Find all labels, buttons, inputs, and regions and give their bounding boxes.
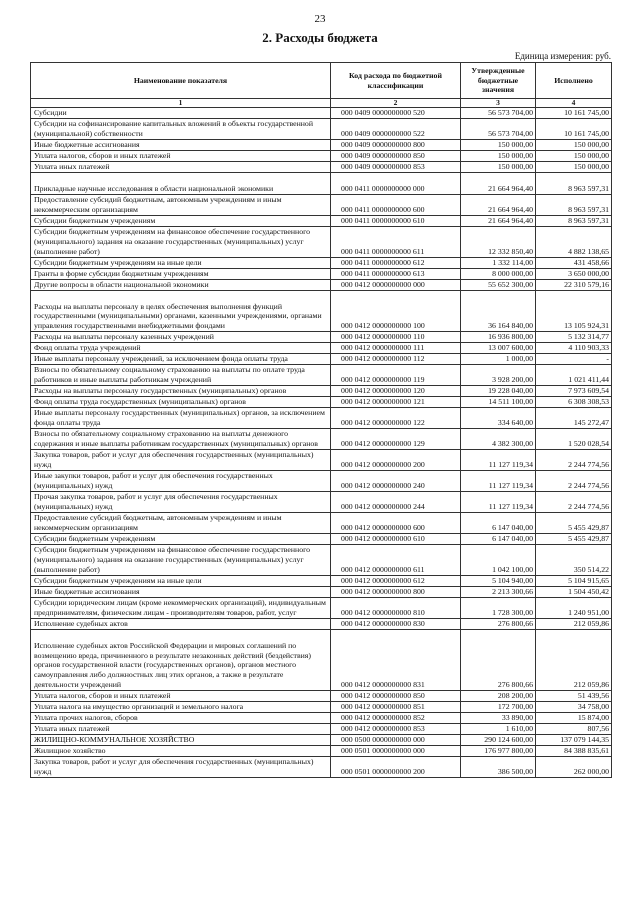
row-name: Субсидии на софинансирование капитальных вложений в объекты государственной (муниципальной) собственности — [31, 118, 331, 139]
row-approved-value: 334 640,00 — [461, 408, 536, 429]
row-code: 000 0412 0000000000 244 — [331, 491, 461, 512]
row-code: 000 0412 0000000000 119 — [331, 365, 461, 386]
table-row — [31, 450, 612, 471]
table-row — [31, 586, 612, 597]
row-name: Другие вопросы в области национальной экономики — [31, 279, 331, 290]
row-approved-value: 150 000,00 — [461, 139, 536, 150]
row-executed-value: 137 079 144,35 — [536, 735, 612, 746]
row-name: Субсидии бюджетным учреждениям на иные цели — [31, 575, 331, 586]
row-code: 000 0412 0000000000 851 — [331, 702, 461, 713]
row-approved-value: 16 936 800,00 — [461, 332, 536, 343]
row-executed-value: 212 059,86 — [536, 629, 612, 691]
row-code: 000 0412 0000000000 000 — [331, 279, 461, 290]
row-approved-value: 208 200,00 — [461, 691, 536, 702]
table-row — [31, 597, 612, 618]
row-approved-value: 21 664 964,40 — [461, 172, 536, 194]
table-row — [31, 386, 612, 397]
table-row — [31, 150, 612, 161]
row-approved-value: 56 573 704,00 — [461, 118, 536, 139]
row-executed-value: 8 963 597,31 — [536, 172, 612, 194]
row-name: Фонд оплаты труда учреждений — [31, 343, 331, 354]
row-executed-value: 5 455 429,87 — [536, 533, 612, 544]
row-executed-value: 10 161 745,00 — [536, 108, 612, 119]
row-executed-value: - — [536, 354, 612, 365]
table-row — [31, 215, 612, 226]
row-name: Уплата налогов, сборов и иных платежей — [31, 691, 331, 702]
table-row — [31, 397, 612, 408]
row-code: 000 0411 0000000000 000 — [331, 172, 461, 194]
row-code: 000 0412 0000000000 830 — [331, 618, 461, 629]
row-approved-value: 386 500,00 — [461, 757, 536, 778]
row-approved-value: 19 228 040,00 — [461, 386, 536, 397]
table-row — [31, 491, 612, 512]
row-code: 000 0412 0000000000 610 — [331, 533, 461, 544]
row-approved-value: 4 382 300,00 — [461, 429, 536, 450]
units-label: Единица измерения: руб. — [514, 51, 611, 61]
row-name: Прочая закупка товаров, работ и услуг для обеспечения государственных (муниципальных) нужд — [31, 491, 331, 512]
row-name: Жилищное хозяйство — [31, 746, 331, 757]
row-name: Взносы по обязательному социальному страхованию на выплаты по оплате труда работников и иные выплаты работникам учреждений — [31, 365, 331, 386]
row-name: Закупка товаров, работ и услуг для обеспечения государственных (муниципальных) нужд — [31, 450, 331, 471]
row-approved-value: 5 104 940,00 — [461, 575, 536, 586]
table-row — [31, 365, 612, 386]
row-executed-value: 145 272,47 — [536, 408, 612, 429]
row-code: 000 0412 0000000000 111 — [331, 343, 461, 354]
row-name: Прикладные научные исследования в области национальной экономики — [31, 172, 331, 194]
table-row — [31, 512, 612, 533]
row-code: 000 0411 0000000000 612 — [331, 257, 461, 268]
row-approved-value: 290 124 600,00 — [461, 735, 536, 746]
table-row — [31, 172, 612, 194]
column-number: 1 — [31, 99, 331, 108]
table-row — [31, 332, 612, 343]
row-approved-value: 11 127 119,34 — [461, 491, 536, 512]
table-row — [31, 618, 612, 629]
row-name: Взносы по обязательному социальному страхованию на выплаты денежного содержания и иные выплаты работникам государственных (муниципальных) органов — [31, 429, 331, 450]
row-name: Иные бюджетные ассигнования — [31, 586, 331, 597]
row-approved-value: 276 800,66 — [461, 618, 536, 629]
row-executed-value: 2 244 774,56 — [536, 450, 612, 471]
row-executed-value: 150 000,00 — [536, 139, 612, 150]
row-name: Иные закупки товаров, работ и услуг для обеспечения государственных (муниципальных) нужд — [31, 471, 331, 492]
table-row — [31, 735, 612, 746]
row-executed-value: 3 650 000,00 — [536, 268, 612, 279]
table-row — [31, 118, 612, 139]
row-code: 000 0409 0000000000 850 — [331, 150, 461, 161]
row-approved-value: 276 800,66 — [461, 629, 536, 691]
section-title: 2. Расходы бюджета — [262, 30, 378, 45]
row-approved-value: 1 042 100,00 — [461, 544, 536, 575]
row-code: 000 0412 0000000000 611 — [331, 544, 461, 575]
header-code: Код расхода по бюджетной классификации — [331, 63, 461, 99]
row-approved-value: 55 652 300,00 — [461, 279, 536, 290]
row-executed-value: 8 963 597,31 — [536, 215, 612, 226]
row-name: ЖИЛИЩНО-КОММУНАЛЬНОЕ ХОЗЯЙСТВО — [31, 735, 331, 746]
row-approved-value: 36 164 840,00 — [461, 290, 536, 332]
row-executed-value: 431 458,66 — [536, 257, 612, 268]
row-approved-value: 56 573 704,00 — [461, 108, 536, 119]
row-name: Иные выплаты персоналу учреждений, за исключением фонда оплаты труда — [31, 354, 331, 365]
table-row — [31, 161, 612, 172]
row-code: 000 0412 0000000000 810 — [331, 597, 461, 618]
row-name: Расходы на выплаты персоналу государственных (муниципальных) органов — [31, 386, 331, 397]
row-name: Иные бюджетные ассигнования — [31, 139, 331, 150]
row-executed-value: 34 758,00 — [536, 702, 612, 713]
table-row — [31, 757, 612, 778]
row-code: 000 0412 0000000000 850 — [331, 691, 461, 702]
row-executed-value: 5 132 314,77 — [536, 332, 612, 343]
row-approved-value: 33 890,00 — [461, 713, 536, 724]
column-number: 3 — [461, 99, 536, 108]
header-approved: Утвержденные бюджетные значения — [461, 63, 536, 99]
row-executed-value: 22 310 579,16 — [536, 279, 612, 290]
row-name: Предоставление субсидий бюджетным, автономным учреждениям и иным некоммерческим организациям — [31, 512, 331, 533]
row-code: 000 0409 0000000000 853 — [331, 161, 461, 172]
table-row — [31, 746, 612, 757]
table-row — [31, 279, 612, 290]
table-row — [31, 139, 612, 150]
row-executed-value: 150 000,00 — [536, 161, 612, 172]
row-approved-value: 13 007 600,00 — [461, 343, 536, 354]
table-row — [31, 257, 612, 268]
row-name: Субсидии бюджетным учреждениям на финансовое обеспечение государственного (муниципального) задания на оказание государственных (муниципальных) услуг (выполнение работ) — [31, 226, 331, 257]
row-executed-value: 350 514,22 — [536, 544, 612, 575]
row-executed-value: 1 504 450,42 — [536, 586, 612, 597]
row-code: 000 0412 0000000000 600 — [331, 512, 461, 533]
row-name: Закупка товаров, работ и услуг для обеспечения государственных (муниципальных) нужд — [31, 757, 331, 778]
row-executed-value: 2 244 774,56 — [536, 491, 612, 512]
table-row — [31, 226, 612, 257]
row-approved-value: 172 700,00 — [461, 702, 536, 713]
table-row — [31, 194, 612, 215]
table-row — [31, 354, 612, 365]
row-code: 000 0412 0000000000 800 — [331, 586, 461, 597]
row-approved-value: 11 127 119,34 — [461, 450, 536, 471]
row-approved-value: 21 664 964,40 — [461, 194, 536, 215]
row-executed-value: 84 388 835,61 — [536, 746, 612, 757]
row-code: 000 0412 0000000000 852 — [331, 713, 461, 724]
row-name: Субсидии бюджетным учреждениям — [31, 215, 331, 226]
row-code: 000 0412 0000000000 129 — [331, 429, 461, 450]
table-row — [31, 713, 612, 724]
row-code: 000 0500 0000000000 000 — [331, 735, 461, 746]
table-body — [31, 108, 612, 778]
row-name: Уплата налога на имущество организаций и земельного налога — [31, 702, 331, 713]
table-row — [31, 268, 612, 279]
table-row — [31, 108, 612, 119]
row-code: 000 0412 0000000000 121 — [331, 397, 461, 408]
row-code: 000 0412 0000000000 112 — [331, 354, 461, 365]
row-approved-value: 176 977 800,00 — [461, 746, 536, 757]
row-code: 000 0409 0000000000 520 — [331, 108, 461, 119]
row-code: 000 0412 0000000000 122 — [331, 408, 461, 429]
row-executed-value: 1 021 411,44 — [536, 365, 612, 386]
row-code: 000 0412 0000000000 612 — [331, 575, 461, 586]
page-number: 23 — [314, 13, 326, 25]
row-name: Уплата прочих налогов, сборов — [31, 713, 331, 724]
row-code: 000 0411 0000000000 611 — [331, 226, 461, 257]
column-number: 4 — [536, 99, 612, 108]
row-name: Уплата иных платежей — [31, 161, 331, 172]
row-approved-value: 6 147 040,00 — [461, 512, 536, 533]
row-name: Уплата иных платежей — [31, 724, 331, 735]
row-approved-value: 1 728 300,00 — [461, 597, 536, 618]
row-name: Исполнение судебных актов — [31, 618, 331, 629]
row-executed-value: 150 000,00 — [536, 150, 612, 161]
row-code: 000 0412 0000000000 110 — [331, 332, 461, 343]
row-code: 000 0412 0000000000 100 — [331, 290, 461, 332]
row-name: Гранты в форме субсидии бюджетным учреждениям — [31, 268, 331, 279]
row-name: Субсидии бюджетным учреждениям на иные цели — [31, 257, 331, 268]
row-name: Субсидии бюджетным учреждениям — [31, 533, 331, 544]
row-name: Субсидии бюджетным учреждениям на финансовое обеспечение государственного (муниципального) задания на оказание государственных (муниципальных) услуг (выполнение работ) — [31, 544, 331, 575]
table-row — [31, 544, 612, 575]
row-approved-value: 21 664 964,40 — [461, 215, 536, 226]
row-approved-value: 1 000,00 — [461, 354, 536, 365]
row-name: Расходы на выплаты персоналу казенных учреждений — [31, 332, 331, 343]
row-code: 000 0501 0000000000 000 — [331, 746, 461, 757]
row-name: Уплата налогов, сборов и иных платежей — [31, 150, 331, 161]
table-row — [31, 691, 612, 702]
row-code: 000 0411 0000000000 613 — [331, 268, 461, 279]
row-executed-value: 1 240 951,00 — [536, 597, 612, 618]
row-code: 000 0412 0000000000 853 — [331, 724, 461, 735]
row-name: Предоставление субсидий бюджетным, автономным учреждениям и иным некоммерческим организациям — [31, 194, 331, 215]
row-approved-value: 150 000,00 — [461, 161, 536, 172]
row-approved-value: 6 147 040,00 — [461, 533, 536, 544]
row-executed-value: 262 000,00 — [536, 757, 612, 778]
row-code: 000 0409 0000000000 800 — [331, 139, 461, 150]
row-name: Расходы на выплаты персоналу в целях обеспечения выполнения функций государственными (муниципальными) органами, казенными учреждениями, органами управления государственными внебюджетными фондами — [31, 290, 331, 332]
table-row — [31, 724, 612, 735]
row-code: 000 0411 0000000000 610 — [331, 215, 461, 226]
row-approved-value: 8 000 000,00 — [461, 268, 536, 279]
table-row — [31, 343, 612, 354]
row-executed-value: 6 308 308,53 — [536, 397, 612, 408]
row-executed-value: 2 244 774,56 — [536, 471, 612, 492]
row-approved-value: 2 213 300,66 — [461, 586, 536, 597]
row-executed-value: 8 963 597,31 — [536, 194, 612, 215]
row-executed-value: 4 110 903,33 — [536, 343, 612, 354]
column-number: 2 — [331, 99, 461, 108]
row-name: Фонд оплаты труда государственных (муниципальных) органов — [31, 397, 331, 408]
row-code: 000 0409 0000000000 522 — [331, 118, 461, 139]
row-code: 000 0412 0000000000 200 — [331, 450, 461, 471]
row-executed-value: 10 161 745,00 — [536, 118, 612, 139]
row-executed-value: 5 455 429,87 — [536, 512, 612, 533]
row-code: 000 0411 0000000000 600 — [331, 194, 461, 215]
row-approved-value: 14 511 100,00 — [461, 397, 536, 408]
row-executed-value: 51 439,56 — [536, 691, 612, 702]
row-approved-value: 3 928 200,00 — [461, 365, 536, 386]
row-executed-value: 5 104 915,65 — [536, 575, 612, 586]
table-row — [31, 290, 612, 332]
table-row — [31, 471, 612, 492]
row-code: 000 0412 0000000000 831 — [331, 629, 461, 691]
row-approved-value: 1 610,00 — [461, 724, 536, 735]
row-executed-value: 212 059,86 — [536, 618, 612, 629]
table-row — [31, 429, 612, 450]
row-approved-value: 11 127 119,34 — [461, 471, 536, 492]
header-executed: Исполнено — [536, 63, 612, 99]
row-code: 000 0412 0000000000 240 — [331, 471, 461, 492]
row-executed-value: 7 973 609,54 — [536, 386, 612, 397]
row-name: Исполнение судебных актов Российской Федерации и мировых соглашений по возмещению вреда, причиненного в результате незаконных действий (бездействия) органов государственной власти (государственных органов), органов местного самоуправления либо должностных лиц этих органов, а также в результате деятельности учреждений — [31, 629, 331, 691]
table-row — [31, 702, 612, 713]
budget-expenses-table — [30, 62, 612, 778]
row-code: 000 0501 0000000000 200 — [331, 757, 461, 778]
row-name: Субсидии юридическим лицам (кроме некоммерческих организаций), индивидуальным предпринимателям, физическим лицам - производителям товаров, работ, услуг — [31, 597, 331, 618]
row-approved-value: 1 332 114,00 — [461, 257, 536, 268]
table-row — [31, 629, 612, 691]
row-approved-value: 150 000,00 — [461, 150, 536, 161]
row-name: Иные выплаты персоналу государственных (муниципальных) органов, за исключением фонда оплаты труда — [31, 408, 331, 429]
row-approved-value: 12 332 850,40 — [461, 226, 536, 257]
table-row — [31, 533, 612, 544]
table-row — [31, 408, 612, 429]
row-executed-value: 1 520 028,54 — [536, 429, 612, 450]
table-row — [31, 575, 612, 586]
row-name: Субсидии — [31, 108, 331, 119]
row-code: 000 0412 0000000000 120 — [331, 386, 461, 397]
row-executed-value: 807,56 — [536, 724, 612, 735]
row-executed-value: 15 874,00 — [536, 713, 612, 724]
header-name: Наименование показателя — [31, 63, 331, 99]
row-executed-value: 4 882 138,65 — [536, 226, 612, 257]
row-executed-value: 13 105 924,31 — [536, 290, 612, 332]
